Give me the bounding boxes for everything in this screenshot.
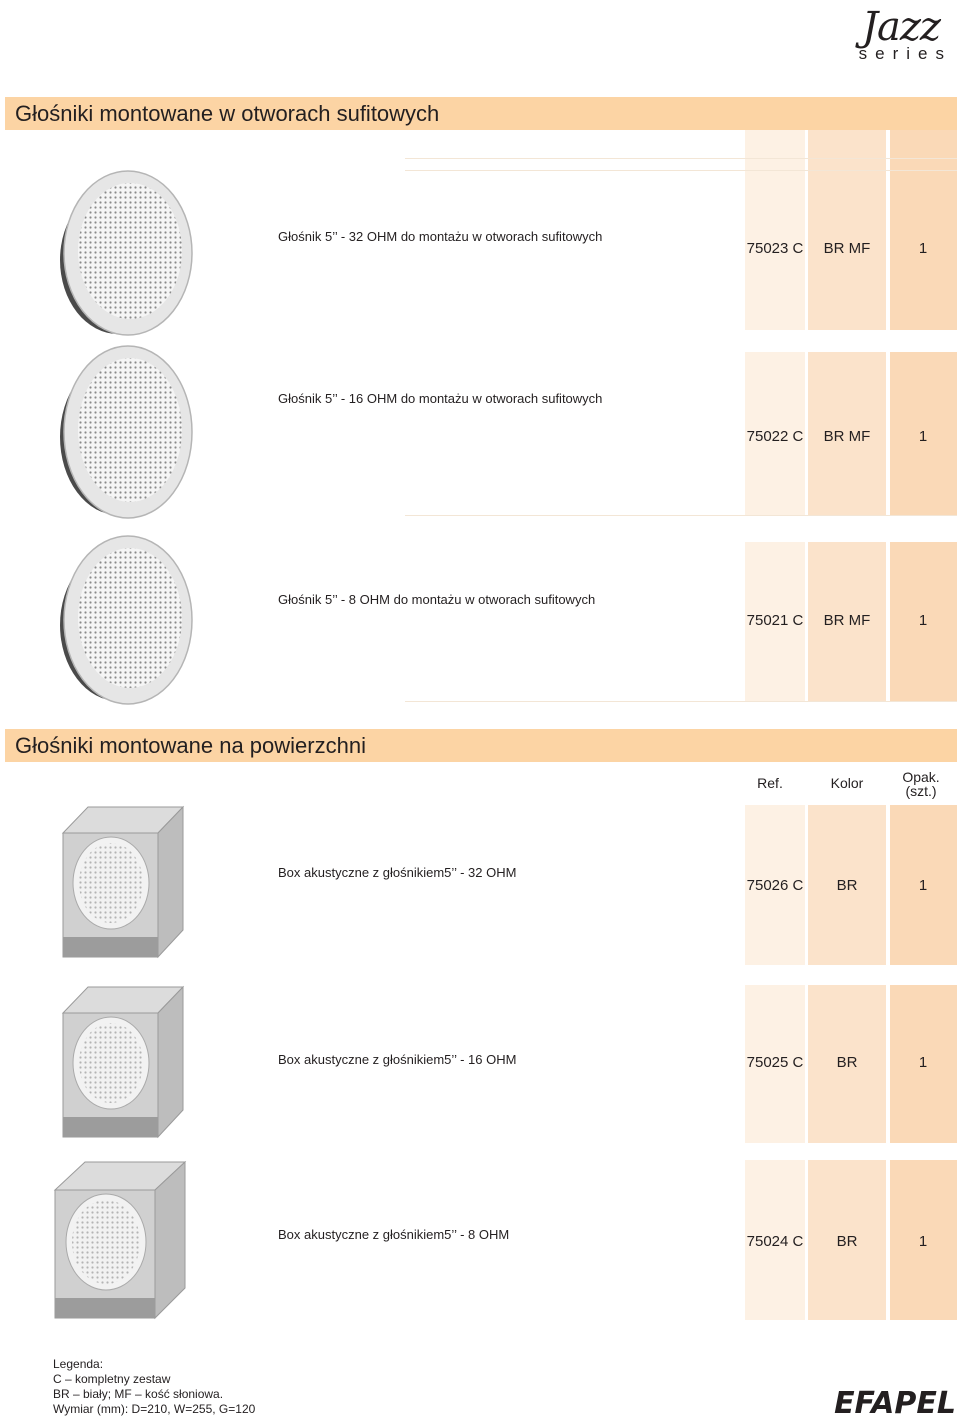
legend-line: BR – biały; MF – kość słoniowa. — [53, 1387, 224, 1401]
legend-line: Wymiar (mm): D=210, W=255, G=120 — [53, 1402, 256, 1416]
legend-line: C – kompletny zestaw — [53, 1372, 171, 1386]
product-ref: 75026 C — [746, 877, 804, 894]
color-column-bg — [808, 130, 886, 330]
box-speaker-image — [58, 805, 188, 965]
logo-subtitle: series — [858, 44, 952, 63]
row-divider — [405, 701, 957, 702]
ref-column-bg — [745, 130, 805, 330]
product-ref: 75023 C — [746, 240, 804, 257]
section-title-ceiling: Głośniki montowane w otworach sufitowych — [15, 101, 440, 126]
product-pack: 1 — [918, 1054, 928, 1071]
column-header-pack — [896, 770, 946, 798]
product-description: Głośnik 5’’ - 8 OHM do montażu w otworach sufitowych — [278, 592, 596, 607]
box-speaker-image — [58, 985, 188, 1145]
product-description: Box akustyczne z głośnikiem5’’ - 8 OHM — [278, 1227, 510, 1242]
ceiling-speaker-image — [48, 340, 198, 525]
ceiling-speaker-image — [48, 530, 198, 710]
product-color: BR — [836, 1054, 858, 1071]
product-color: BR MF — [823, 612, 871, 629]
column-header-ref: Ref. — [757, 775, 783, 791]
product-description: Box akustyczne z głośnikiem5’’ - 16 OHM — [278, 1052, 517, 1067]
pack-column-bg — [890, 130, 957, 330]
product-description: Głośnik 5’’ - 16 OHM do montażu w otworach sufitowych — [278, 391, 603, 406]
product-color: BR MF — [823, 428, 871, 445]
product-ref: 75021 C — [746, 612, 804, 629]
legend — [53, 1357, 255, 1417]
product-pack: 1 — [918, 428, 928, 445]
legend-title: Legenda: — [53, 1357, 104, 1371]
pack-header-line1: Opak. — [902, 769, 940, 785]
product-ref: 75022 C — [746, 428, 804, 445]
product-color: BR — [836, 877, 858, 894]
efapel-logo: EFAPEL — [834, 1386, 956, 1418]
row-divider — [405, 170, 957, 171]
row-divider — [405, 158, 957, 159]
box-speaker-image — [50, 1160, 190, 1325]
product-description: Głośnik 5’’ - 32 OHM do montażu w otworach sufitowych — [278, 229, 603, 244]
product-description: Box akustyczne z głośnikiem5’’ - 32 OHM — [278, 865, 517, 880]
product-color: BR MF — [823, 240, 871, 257]
product-color: BR — [836, 1233, 858, 1250]
section-header-surface — [5, 729, 957, 762]
column-header-color: Kolor — [830, 775, 864, 791]
product-pack: 1 — [918, 1233, 928, 1250]
product-pack: 1 — [918, 612, 928, 629]
product-pack: 1 — [918, 877, 928, 894]
product-ref: 75025 C — [746, 1054, 804, 1071]
section-title-surface: Głośniki montowane na powierzchni — [15, 733, 366, 758]
jazz-series-logo — [824, 4, 954, 66]
product-ref: 75024 C — [746, 1233, 804, 1250]
product-pack: 1 — [918, 240, 928, 257]
row-divider — [405, 515, 957, 516]
ceiling-speaker-image — [48, 165, 198, 340]
logo-script: Jazz — [861, 4, 940, 50]
section-header-ceiling — [5, 97, 957, 130]
pack-header-line2: (szt.) — [905, 783, 937, 799]
